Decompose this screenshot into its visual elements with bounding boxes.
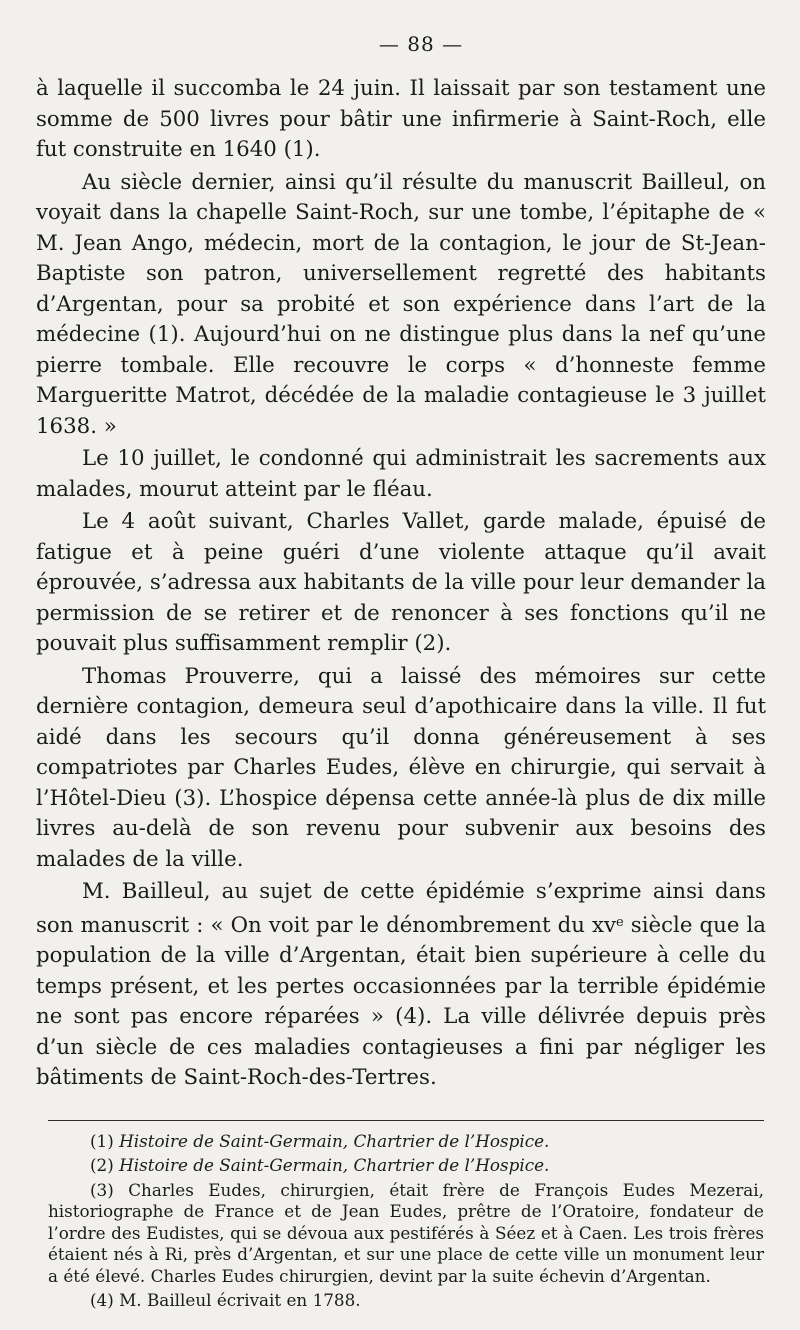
footnotes xyxy=(48,1131,764,1312)
footnote-number: (4) xyxy=(90,1290,114,1310)
footnote-1 xyxy=(48,1131,764,1153)
footnote-3 xyxy=(48,1180,764,1288)
paragraph-prouverre: Thomas Prouverre, qui a laissé des mémoires sur cette dernière contagion, demeura seul d’apothicaire dans la ville. Il fut aidé dans les secours qu’il donna généreusement à ses compatriotes par Charles Eudes, élève en chirurgie, qui servait à l’Hôtel-Dieu (3). L’hospice dépensa cette année-là plus de dix mille livres au-delà de son revenu pour subvenir aux besoins des malades de la ville. xyxy=(36,663,766,872)
paragraph-condonne: Le 10 juillet, le condonné qui administrait les sacrements aux malades, mourut atteint par le fléau. xyxy=(36,446,766,502)
footnote-2 xyxy=(48,1155,764,1177)
page-number: — 88 — xyxy=(378,32,464,56)
paragraph-bailleul-text-2: siècle que la population de la ville d’Argentan, était bien supérieure à celle du temps présent, et les pertes occasionnées par la terrible épidémie ne sont pas encore réparées » (4). La ville délivrée depuis près d’un siècle de ces maladies contagieuses a fini par négliger les bâtiments de Saint-Roch-des-Tertres. xyxy=(36,912,766,1090)
footnote-4 xyxy=(48,1290,764,1312)
footnote-text: Charles Eudes, chirurgien, était frère de François Eudes Mezerai, historiographe de France et de Jean Eudes, prêtre de l’Oratoire, fondateur de l’ordre des Eudistes, qui se dévoua aux pestiférés à Séez et à Caen. Les trois frères étaient nés à Ri, près d’Argentan, et sur une place de cette ville un monument leur a été élevé. Charles Eudes chirurgien, devint par la suite échevin d’Argentan. xyxy=(48,1179,764,1286)
book-page xyxy=(36,32,766,1312)
footnote-text: M. Bailleul écrivait en 1788. xyxy=(119,1290,361,1310)
footnote-number: (3) xyxy=(90,1179,114,1200)
superscript-e: e xyxy=(616,914,624,930)
footnote-number: (2) xyxy=(90,1155,114,1175)
paragraph-vallet: Le 4 août suivant, Charles Vallet, garde malade, épuisé de fatigue et à peine guéri d’une violente attaque qu’il avait éprouvée, s’adressa aux habitants de la ville pour leur demander la permission de se retirer et de renoncer à ses fonctions qu’il ne pouvait plus suffisamment remplir (2). xyxy=(36,509,766,656)
paragraph-bailleul xyxy=(36,877,766,1094)
footnote-text: Histoire de Saint-Germain, Chartrier de l’Hospice. xyxy=(119,1130,550,1151)
paragraph-epitaph: Au siècle dernier, ainsi qu’il résulte du manuscrit Bailleul, on voyait dans la chapelle Saint-Roch, sur une tombe, l’épitaphe de « M. Jean Ango, médecin, mort de la contagion, le jour de St-Jean-Baptiste son patron, universellement regretté des habitants d’Argentan, pour sa probité et son expérience dans l’art de la médecine (1). Aujourd’hui on ne distingue plus dans la nef qu’une pierre tombale. Elle recouvre le corps « d’honneste femme Margueritte Matrot, décédée de la maladie contagieuse le 3 juillet 1638. » xyxy=(36,169,766,439)
paragraph-continuation: à laquelle il succomba le 24 juin. Il laissait par son testament une somme de 500 livres pour bâtir une infirmerie à Saint-Roch, elle fut construite en 1640 (1). xyxy=(36,76,766,162)
footnote-number: (1) xyxy=(90,1130,114,1151)
footnote-separator xyxy=(48,1120,764,1121)
footnote-text: Histoire de Saint-Germain, Chartrier de l’Hospice. xyxy=(119,1155,550,1175)
paragraph-bailleul-text-1: M. Bailleul, au sujet de cette épidémie s’exprime ainsi dans son manuscrit : « On voit par le dénombrement du xv xyxy=(36,879,766,938)
